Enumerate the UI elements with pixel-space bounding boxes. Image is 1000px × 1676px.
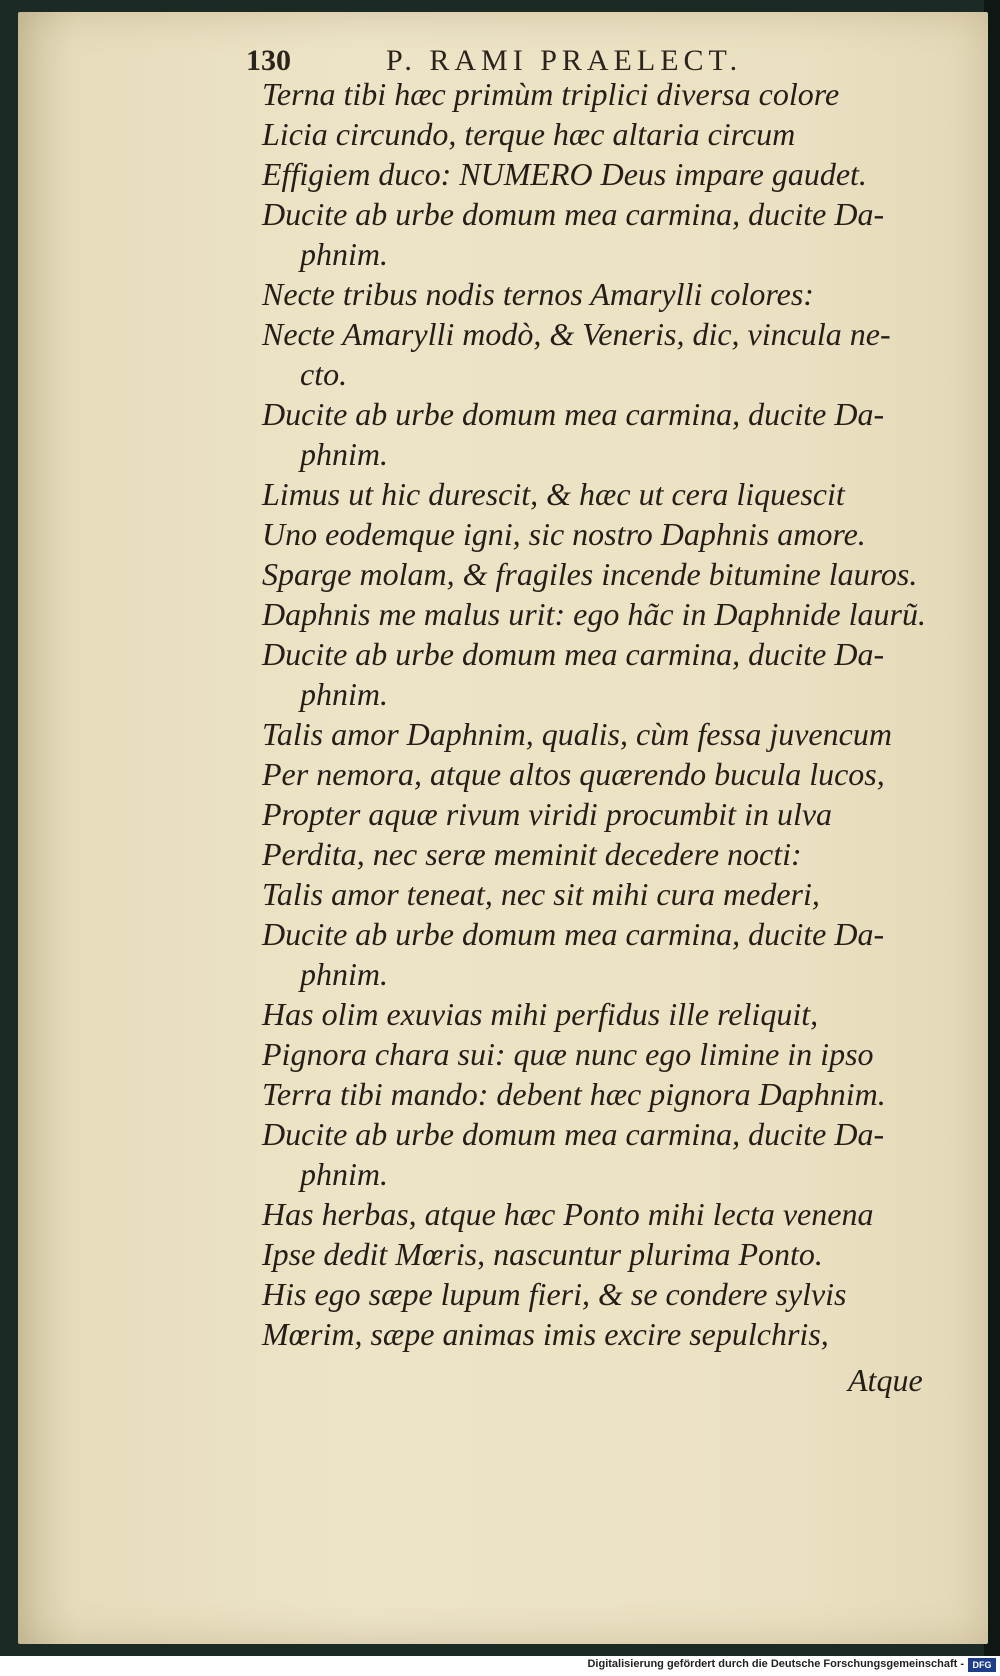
verse-line-continuation: phnim. <box>300 236 388 272</box>
verse-line: Effigiem duco: NUMERO Deus impare gaudet. <box>262 156 867 192</box>
verse-line: Talis amor teneat, nec sit mihi cura mederi, <box>262 876 820 912</box>
verse-line-continuation: cto. <box>300 356 348 392</box>
verse-line: Limus ut hic durescit, & hæc ut cera liquescit <box>262 476 845 512</box>
verse-line: Mœrim, sæpe animas imis excire sepulchris, <box>262 1316 829 1352</box>
verse-line: Perdita, nec seræ meminit decedere nocti: <box>262 836 802 872</box>
dfg-logo: DFG <box>968 1658 996 1672</box>
verse-line: Ducite ab urbe domum mea carmina, ducite Da- <box>262 636 885 672</box>
verse-line: Terra tibi mando: debent hæc pignora Daphnim. <box>262 1076 886 1112</box>
verse-line: Ducite ab urbe domum mea carmina, ducite Da- <box>262 1116 885 1152</box>
funding-credit: Digitalisierung gefördert durch die Deutsche Forschungsgemeinschaft - <box>587 1658 964 1670</box>
verse-line-continuation: phnim. <box>300 956 388 992</box>
verse-line: Talis amor Daphnim, qualis, cùm fessa juvencum <box>262 716 892 752</box>
verse-line: Per nemora, atque altos quærendo bucula lucos, <box>262 756 885 792</box>
verse-line: Pignora chara sui: quæ nunc ego limine in ipso <box>262 1036 874 1072</box>
verse-line: Licia circundo, terque hæc altaria circum <box>262 116 796 152</box>
verse-line: Uno eodemque igni, sic nostro Daphnis amore. <box>262 516 866 552</box>
verse-line: Necte Amarylli modò, & Veneris, dic, vincula ne- <box>262 316 891 352</box>
verse-line-continuation: phnim. <box>300 1156 388 1192</box>
verse-line: Daphnis me malus urit: ego hãc in Daphnide laurũ. <box>262 596 926 632</box>
verse-line: Has olim exuvias mihi perfidus ille reliquit, <box>262 996 819 1032</box>
catchword: Atque <box>848 1362 923 1398</box>
running-head: P. RAMI PRAELECT. <box>386 44 743 77</box>
book-page <box>18 12 988 1644</box>
page-number: 130 <box>246 44 291 77</box>
verse-line: Has herbas, atque hæc Ponto mihi lecta venena <box>262 1196 874 1232</box>
verse-line: Ducite ab urbe domum mea carmina, ducite Da- <box>262 396 885 432</box>
verse-line: Ipse dedit Mœris, nascuntur plurima Ponto. <box>262 1236 823 1272</box>
footer-bar <box>0 1656 1000 1676</box>
verse-line: Ducite ab urbe domum mea carmina, ducite Da- <box>262 196 885 232</box>
verse-line: Terna tibi hæc primùm triplici diversa colore <box>262 76 840 112</box>
verse-line: Propter aquæ rivum viridi procumbit in ulva <box>262 796 833 832</box>
verse-line-continuation: phnim. <box>300 676 388 712</box>
verse-line: Ducite ab urbe domum mea carmina, ducite Da- <box>262 916 885 952</box>
verse-line: His ego sæpe lupum fieri, & se condere sylvis <box>262 1276 847 1312</box>
verse-line-continuation: phnim. <box>300 436 388 472</box>
verse-line: Sparge molam, & fragiles incende bitumine lauros. <box>262 556 918 592</box>
verse-block <box>262 74 962 1354</box>
verse-line: Necte tribus nodis ternos Amarylli colores: <box>262 276 814 312</box>
